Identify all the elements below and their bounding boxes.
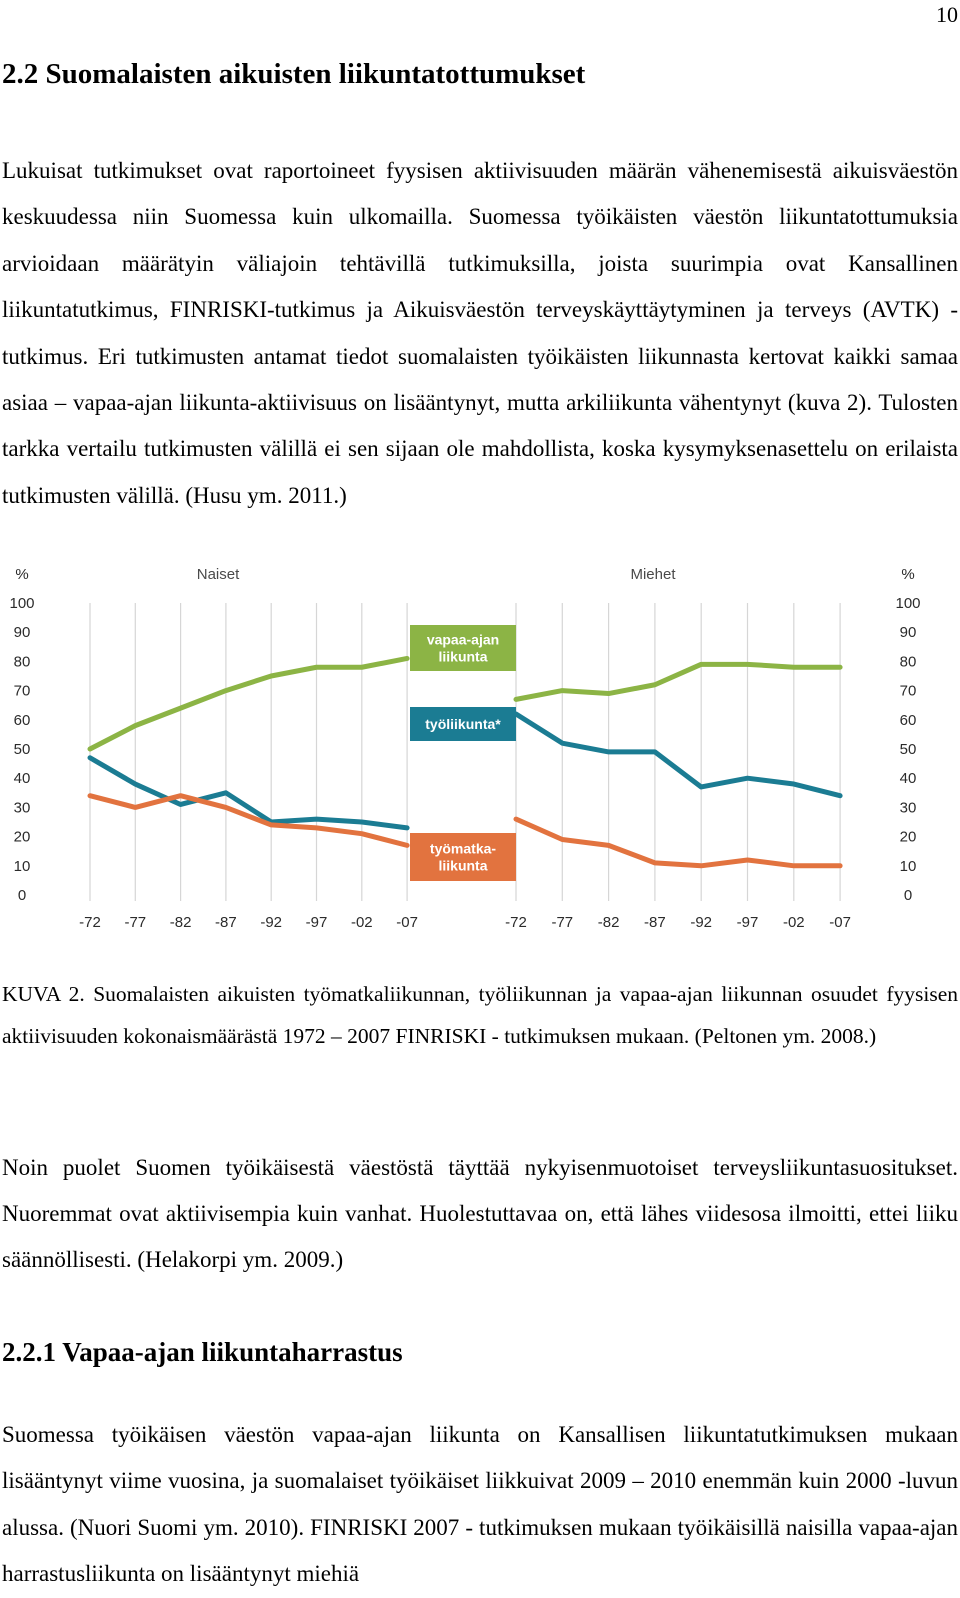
y-tick-label-left: 100 — [9, 595, 35, 612]
series-line — [90, 658, 407, 749]
subsection-title: 2.2.1 Vapaa-ajan liikuntaharrastus — [2, 1337, 403, 1367]
series-label-text: vapaa-ajan liikunta — [426, 631, 500, 665]
series-line — [516, 819, 840, 866]
y-tick-label-right: 80 — [899, 653, 917, 671]
y-tick-label-left: 20 — [13, 828, 31, 846]
x-tick-label: -92 — [260, 914, 283, 931]
y-tick-label-right: 10 — [899, 857, 917, 875]
y-tick-label-right: 90 — [899, 624, 917, 642]
paragraph-2: Noin puolet Suomen työikäisestä väestöstä täyttää nykyisenmuotoiset terveysliikuntasuositukset. Nuoremmat ovat aktiivisempia kuin vanhat. Huolestuttavaa on, että lähes viidesosa ilmoitti, ettei liiku säännöllisesti. (Helakorpi ym. 2009.) — [2, 1155, 958, 1272]
x-tick-label: -87 — [215, 914, 237, 931]
activity-line-chart — [0, 568, 960, 948]
y-tick-label-left: 70 — [13, 682, 31, 700]
paragraph-3: Suomessa työikäisen väestön vapaa-ajan liikunta on Kansallisen liikuntatutkimuksen mukaan lisääntynyt viime vuosina, ja suomalaiset työikäiset liikkuivat 2009 – 2010 enemmän kuin 2000 -luvun alussa. (Nuori Suomi ym. 2010). FINRISKI 2007 - tutkimuksen mukaan työikäisillä naisilla vapaa-ajan harrastusliikunta on lisääntynyt miehiä — [2, 1422, 958, 1587]
y-tick-label-right: 40 — [899, 770, 917, 788]
x-tick-label: -77 — [551, 914, 574, 931]
y-tick-label-left: 80 — [13, 653, 31, 671]
x-tick-label: -97 — [305, 914, 328, 931]
series-labels — [410, 625, 516, 881]
series-label-text: työliikunta* — [425, 716, 501, 732]
x-tick-label: -72 — [505, 914, 527, 931]
y-tick-label-left: 60 — [13, 711, 31, 729]
x-tick-label: -02 — [350, 914, 373, 931]
x-tick-label: -02 — [782, 914, 805, 931]
y-tick-label-left: 40 — [13, 770, 31, 788]
y-tick-label-right: 70 — [899, 682, 917, 700]
y-unit-label: % — [901, 568, 915, 583]
y-tick-label-right: 60 — [899, 711, 917, 729]
y-tick-label-left: 0 — [17, 887, 27, 904]
x-tick-label: -77 — [124, 914, 147, 931]
series-line — [516, 714, 840, 796]
x-tick-label: -07 — [396, 914, 418, 931]
y-tick-label-right: 20 — [899, 828, 917, 846]
section-title: 2.2 Suomalaisten aikuisten liikuntatottumukset — [2, 58, 586, 90]
y-tick-label-right: 100 — [895, 595, 921, 612]
y-tick-label-left: 50 — [13, 741, 31, 758]
y-unit-label: % — [15, 568, 29, 583]
figure-caption: KUVA 2. Suomalaisten aikuisten työmatkaliikunnan, työliikunnan ja vapaa-ajan liikunnan osuudet fyysisen aktiivisuuden kokonaismäärästä 1972 – 2007 FINRISKI - tutkimuksen mukaan. (Peltonen ym. 2008.) — [2, 982, 958, 1048]
series-line — [516, 664, 840, 699]
x-tick-label: -82 — [169, 914, 192, 931]
x-tick-label: -87 — [644, 914, 666, 931]
y-tick-label-right: 50 — [899, 741, 917, 758]
y-tick-label-left: 10 — [13, 857, 31, 875]
x-tick-label: -72 — [79, 914, 101, 931]
intro-paragraph: Lukuisat tutkimukset ovat raportoineet fyysisen aktiivisuuden määrän vähenemisestä aikuisväestön keskuudessa niin Suomessa kuin ulkomailla. Suomessa työikäisten väestön liikuntatottumuksia arvioidaan määrätyin väliajoin tehtävillä tutkimuksilla, joista suurimpia ovat Kansallinen liikuntatutkimus, FINRISKI-tutkimus ja Aikuisväestön terveyskäyttäytyminen ja terveys (AVTK) -tutkimus. Eri tutkimusten antamat tiedot suomalaisten työikäisten liikunnasta kertovat kaikki samaa asiaa – vapaa-ajan liikunta-aktiivisuus on lisääntynyt, mutta arkiliikunta vähentynyt (kuva 2). Tulosten tarkka vertailu tutkimusten välillä ei sen sijaan ole mahdollista, koska kysymyksenasettelu on erilaista tutkimusten välillä. (Husu ym. 2011.) — [2, 158, 958, 508]
panel-title: Miehet — [630, 568, 676, 583]
y-tick-label-left: 30 — [13, 799, 31, 817]
y-tick-label-right: 0 — [903, 887, 913, 904]
x-tick-label: -97 — [736, 914, 759, 931]
y-tick-label-right: 30 — [899, 799, 917, 817]
x-tick-label: -07 — [829, 914, 851, 931]
panel-title: Naiset — [196, 568, 240, 583]
y-tick-label-left: 90 — [13, 624, 31, 642]
page-number: 10 — [936, 2, 958, 27]
series-label-text: työmatka-liikunta — [429, 840, 497, 874]
x-tick-label: -82 — [597, 914, 620, 931]
x-tick-label: -92 — [690, 914, 713, 931]
